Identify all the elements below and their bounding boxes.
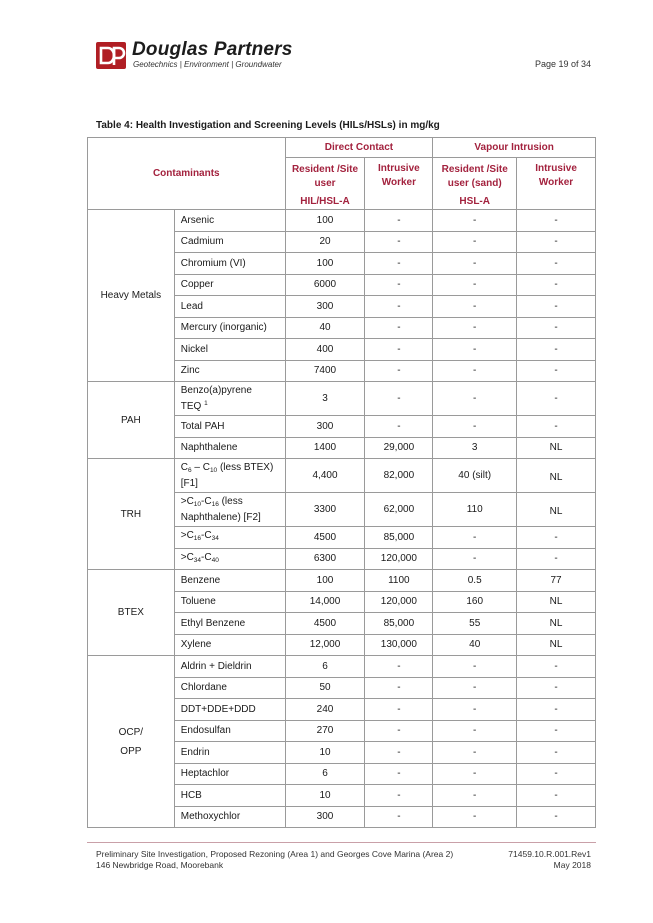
value-cell: 40 (285, 317, 365, 339)
value-cell: - (433, 339, 517, 361)
value-cell: - (517, 785, 596, 807)
group-heavy-metals: Heavy Metals (88, 210, 175, 382)
contaminant-name: Heptachlor (174, 763, 285, 785)
value-cell: NL (517, 613, 596, 635)
contaminant-name: Arsenic (174, 210, 285, 232)
value-cell: - (433, 274, 517, 296)
value-cell: 82,000 (365, 459, 433, 493)
col-header-intrusive-vapour: Intrusive Worker (517, 158, 596, 210)
footer-address: 146 Newbridge Road, Moorebank (96, 860, 224, 870)
contaminant-name: Toluene (174, 591, 285, 613)
value-cell: 40 (silt) (433, 459, 517, 493)
value-cell: - (433, 416, 517, 438)
value-cell: NL (517, 459, 596, 493)
value-cell: - (517, 296, 596, 318)
value-cell: 120,000 (365, 591, 433, 613)
contaminant-name: HCB (174, 785, 285, 807)
col-header-resident-sand: Resident /Site user (sand) HSL-A (433, 158, 517, 210)
footer-report-number: 71459.10.R.001.Rev1 (508, 849, 591, 859)
value-cell: - (517, 416, 596, 438)
value-cell: - (433, 806, 517, 828)
value-cell: - (433, 360, 517, 382)
value-cell: - (433, 317, 517, 339)
value-cell: - (517, 548, 596, 570)
value-cell: - (365, 785, 433, 807)
value-cell: - (365, 806, 433, 828)
value-cell: - (365, 274, 433, 296)
value-cell: - (517, 656, 596, 678)
value-cell: 160 (433, 591, 517, 613)
value-cell: - (517, 360, 596, 382)
value-cell: - (365, 210, 433, 232)
table-title: Table 4: Health Investigation and Screening Levels (HILs/HSLs) in mg/kg (96, 120, 440, 131)
value-cell: - (365, 763, 433, 785)
value-cell: 110 (433, 493, 517, 527)
value-cell: - (517, 742, 596, 764)
vapour-intrusion-header: Vapour Intrusion (433, 138, 596, 158)
value-cell: - (365, 416, 433, 438)
value-cell: 4500 (285, 527, 365, 549)
contaminant-name: $C_6 - C_{10}$ (less BTEX) [F1] (174, 459, 285, 493)
value-cell: 1400 (285, 437, 365, 459)
contaminant-name: Methoxychlor (174, 806, 285, 828)
direct-contact-header: Direct Contact (285, 138, 433, 158)
contaminant-name: Endrin (174, 742, 285, 764)
value-cell: 6000 (285, 274, 365, 296)
contaminant-name: Lead (174, 296, 285, 318)
value-cell: 77 (517, 570, 596, 592)
value-cell: 240 (285, 699, 365, 721)
value-cell: 50 (285, 677, 365, 699)
table-row (88, 570, 596, 592)
value-cell: - (433, 656, 517, 678)
value-cell: - (433, 296, 517, 318)
contaminant-name: Benzene (174, 570, 285, 592)
value-cell: - (517, 806, 596, 828)
value-cell: 100 (285, 210, 365, 232)
contaminant-name: Chromium (VI) (174, 253, 285, 275)
value-cell: 85,000 (365, 527, 433, 549)
footer-reference (508, 849, 591, 871)
footer-project-title: Preliminary Site Investigation, Proposed Rezoning (Area 1) and Georges Cove Marina (Area 2) (96, 849, 454, 859)
value-cell: - (517, 274, 596, 296)
value-cell: - (517, 720, 596, 742)
value-cell: - (365, 296, 433, 318)
value-cell: 6 (285, 656, 365, 678)
contaminant-name: $>C_{34}-C_{40}$ (174, 548, 285, 570)
value-cell: 10 (285, 742, 365, 764)
value-cell: 6300 (285, 548, 365, 570)
value-cell: 100 (285, 253, 365, 275)
value-cell: - (517, 253, 596, 275)
value-cell: 3 (285, 382, 365, 416)
contaminant-name: Naphthalene (174, 437, 285, 459)
value-cell: 55 (433, 613, 517, 635)
value-cell: - (433, 527, 517, 549)
group-ocp-opp: OCP/ OPP (88, 656, 175, 828)
value-cell: 40 (433, 634, 517, 656)
contaminant-name: Xylene (174, 634, 285, 656)
value-cell: - (517, 763, 596, 785)
hil-table (87, 137, 596, 828)
value-cell: 3300 (285, 493, 365, 527)
table-row (88, 459, 596, 493)
contaminant-name: Zinc (174, 360, 285, 382)
value-cell: 29,000 (365, 437, 433, 459)
dp-logo-icon (96, 42, 126, 69)
value-cell: 7400 (285, 360, 365, 382)
contaminant-name: Benzo(a)pyrene TEQ $^1$ (174, 382, 285, 416)
value-cell: - (365, 677, 433, 699)
value-cell: 270 (285, 720, 365, 742)
contaminant-name: Aldrin + Dieldrin (174, 656, 285, 678)
group-pah: PAH (88, 382, 175, 459)
value-cell: 10 (285, 785, 365, 807)
company-tagline: Geotechnics | Environment | Groundwater (133, 60, 282, 69)
value-cell: 12,000 (285, 634, 365, 656)
value-cell: 6 (285, 763, 365, 785)
value-cell: 3 (433, 437, 517, 459)
footer-date: May 2018 (553, 860, 591, 870)
value-cell: 300 (285, 806, 365, 828)
value-cell: 4,400 (285, 459, 365, 493)
value-cell: - (433, 548, 517, 570)
group-trh: TRH (88, 459, 175, 570)
value-cell: - (433, 677, 517, 699)
table-row (88, 382, 596, 416)
value-cell: - (433, 742, 517, 764)
value-cell: - (517, 699, 596, 721)
value-cell: - (517, 317, 596, 339)
value-cell: - (433, 699, 517, 721)
value-cell: - (433, 253, 517, 275)
value-cell: 85,000 (365, 613, 433, 635)
value-cell: - (365, 231, 433, 253)
value-cell: - (517, 527, 596, 549)
company-logo (96, 39, 306, 72)
value-cell: NL (517, 591, 596, 613)
footer-divider (87, 842, 596, 843)
value-cell: 14,000 (285, 591, 365, 613)
value-cell: NL (517, 437, 596, 459)
table-row (88, 656, 596, 678)
value-cell: - (433, 382, 517, 416)
contaminants-header: Contaminants (88, 138, 286, 210)
value-cell: 4500 (285, 613, 365, 635)
contaminant-name: $>C_{10}-C_{16}$ (less Naphthalene) [F2] (174, 493, 285, 527)
contaminant-name: Nickel (174, 339, 285, 361)
contaminant-name: Cadmium (174, 231, 285, 253)
value-cell: - (517, 210, 596, 232)
value-cell: - (365, 742, 433, 764)
value-cell: - (517, 339, 596, 361)
value-cell: - (517, 677, 596, 699)
col-header-intrusive-direct: Intrusive Worker (365, 158, 433, 210)
contaminant-name: Total PAH (174, 416, 285, 438)
col-header-resident: Resident /Site user HIL/HSL-A (285, 158, 365, 210)
contaminant-name: $>C_{16}-C_{34}$ (174, 527, 285, 549)
value-cell: 300 (285, 296, 365, 318)
value-cell: - (433, 785, 517, 807)
value-cell: - (365, 699, 433, 721)
page-number: Page 19 of 34 (534, 59, 591, 69)
company-name: Douglas Partners (132, 39, 293, 60)
value-cell: - (365, 720, 433, 742)
contaminant-name: Endosulfan (174, 720, 285, 742)
table-row (88, 210, 596, 232)
value-cell: 1100 (365, 570, 433, 592)
group-btex: BTEX (88, 570, 175, 656)
value-cell: NL (517, 493, 596, 527)
contaminant-name: Chlordane (174, 677, 285, 699)
value-cell: - (433, 210, 517, 232)
contaminant-name: Copper (174, 274, 285, 296)
value-cell: 100 (285, 570, 365, 592)
contaminant-name: Ethyl Benzene (174, 613, 285, 635)
value-cell: - (365, 253, 433, 275)
value-cell: - (365, 382, 433, 416)
value-cell: - (365, 656, 433, 678)
value-cell: 130,000 (365, 634, 433, 656)
value-cell: - (433, 763, 517, 785)
value-cell: - (365, 339, 433, 361)
value-cell: - (433, 720, 517, 742)
value-cell: 62,000 (365, 493, 433, 527)
value-cell: 0.5 (433, 570, 517, 592)
value-cell: NL (517, 634, 596, 656)
contaminant-name: Mercury (inorganic) (174, 317, 285, 339)
value-cell: - (433, 231, 517, 253)
value-cell: 300 (285, 416, 365, 438)
contaminant-name: DDT+DDE+DDD (174, 699, 285, 721)
value-cell: 20 (285, 231, 365, 253)
value-cell: 120,000 (365, 548, 433, 570)
value-cell: - (365, 317, 433, 339)
value-cell: - (517, 382, 596, 416)
footer-project (96, 849, 453, 871)
value-cell: 400 (285, 339, 365, 361)
value-cell: - (517, 231, 596, 253)
value-cell: - (365, 360, 433, 382)
